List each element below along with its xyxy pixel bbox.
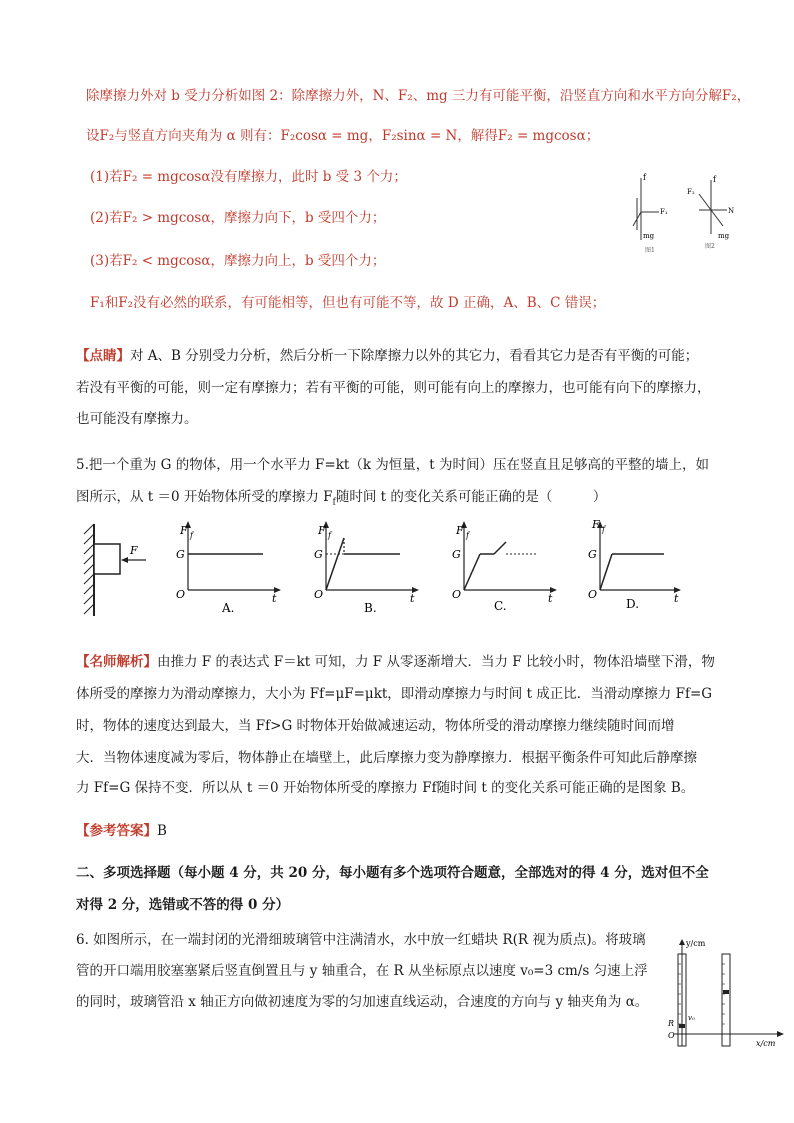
analysis-case-1: (1)若F₂ = mgcosα没有摩擦力，此时 b 受 3 个力； [90,169,407,185]
fig2-F2-label: F₂ [687,188,695,196]
analysis-conclusion: F₁和F₂没有必然的联系，有可能相等，但也有可能不等，故 D 正确，A、B、C 错误； [90,295,606,311]
graph-A-t: t [272,592,277,605]
fig1-f-label: f [643,173,646,182]
fig1-label: 图1 [645,247,655,254]
dianjing-tag: 【点睛】 [76,348,130,364]
graph-C-t: t [548,592,553,605]
fig1-F1-label: F₁ [660,208,668,216]
dianjing-text-1: 对 A、B 分别受力分析，然后分析一下除摩擦力以外的其它力，看看其它力是否有平衡的可能； [130,348,699,364]
section2-line-1: 二、多项选择题（每小题 4 分，共 20 分，每小题有多个选项符合题意，全部选对的得 4 分，选对但不全 [76,865,709,881]
graph-D-t: t [674,592,679,605]
graph-C-O: O [452,588,462,601]
wall-F-label: F [130,544,138,557]
option-C-label: C. [494,599,507,613]
mingshi-line-4: 大．当物体速度减为零后，物体静止在墙壁上，此后摩擦力变为静摩擦力．根据平衡条件可知此后静摩擦 [76,750,697,766]
q6-line-3: 的同时，玻璃管沿 x 轴正方向做初速度为零的匀加速直线运动，合速度的方向与 y 轴夹角为 α。 [76,994,649,1010]
fig-O-label: O [668,1031,675,1040]
graph-D-yaxis-sub: f [602,525,605,534]
graph-C-yaxis: F [456,524,464,537]
fig-y-label: y/cm [686,939,706,948]
graph-C-yaxis-sub: f [466,531,469,540]
option-D-label: D. [626,597,640,611]
graph-B-yaxis-sub: f [328,531,331,540]
graph-B-yaxis: F [318,524,326,537]
fig2-mg-label: mg [718,232,730,240]
q5-line-2 [76,487,606,513]
mingshi-line-5: 力 Ff=G 保持不变．所以从 t ＝0 开始物体所受的摩擦力 Ff随时间 t 的变化关系可能正确的是图象 B。 [76,780,695,796]
q5-l2-sub: f [332,497,336,508]
option-B-label: B. [364,601,377,615]
q5-l2-a: 图所示，从 t ＝0 开始物体所受的摩擦力 F [76,489,333,505]
fig-v0-label: v₀ [688,1014,695,1022]
mingshi-line-1 [76,652,715,672]
graph-A-O: O [176,588,186,601]
q6-line-1: 6. 如图所示，在一端封闭的光滑细玻璃管中注满清水，水中放一红蜡块 R(R 视为质点)。将玻璃 [76,932,646,948]
graph-A-G: G [176,548,185,561]
graph-A [176,521,281,615]
dianjing-line-2: 若没有平衡的可能，则一定有摩擦力；若有平衡的可能，则可能有向上的摩擦力，也可能有向下的摩擦力， [76,380,711,396]
graph-D-O: O [588,588,598,601]
analysis-line-1: 除摩擦力外对 b 受力分析如图 2：除摩擦力外，N、F₂、mg 三力有可能平衡，沿竖直方向和水平方向分解F₂， [86,88,751,104]
tube-figure [664,934,788,1054]
q5-line-1: 5.把一个重为 G 的物体，用一个水平力 F=kt（k 为恒量，t 为时间）压在竖直且足够高的平整的墙上，如 [76,457,710,473]
graph-B-G: G [314,548,323,561]
fig2-N-label: N [728,207,735,215]
force-diagram [615,168,755,258]
mingshi-line-2: 体所受的摩擦力为滑动摩擦力，大小为 Ff=μF=μkt，即滑动摩擦力与时间 t 成正比．当滑动摩擦力 Ff=G [76,686,713,702]
answer-line [76,821,167,841]
analysis-case-2: (2)若F₂ > mgcosα，摩擦力向下，b 受四个力； [90,210,386,226]
dianjing-line-1 [76,346,698,366]
wall-figure [80,520,160,620]
fig2-label: 图2 [705,243,715,250]
mingshi-text-1: 由推力 F 的表达式 F＝kt 可知，力 F 从零逐渐增大．当力 F 比较小时，物体沿墙壁下滑，物 [157,654,715,670]
answer-value: B [157,823,167,839]
fig-R-label: R [668,1019,675,1028]
graph-D-yaxis: F [592,518,600,531]
analysis-case-3: (3)若F₂ < mgcosα，摩擦力向上，b 受四个力； [90,253,386,269]
mingshi-tag: 【名师解析】 [76,654,157,670]
analysis-line-2: 设F₂与竖直方向夹角为 α 则有：F₂cosα = mg，F₂sinα = N，解得F₂ = mgcosα； [86,128,600,144]
option-A-label: A. [222,601,235,615]
graph-D-G: G [588,548,597,561]
graph-A-yaxis: F [180,524,188,537]
graph-B-t: t [410,592,415,605]
fig1-mg-label: mg [643,232,655,240]
graph-C [452,521,557,613]
graph-A-yaxis-sub: f [190,531,193,540]
answer-tag: 【参考答案】 [76,823,157,839]
graph-D [588,518,681,611]
q6-line-2: 管的开口端用胶塞塞紧后竖直倒置且与 y 轴重合，在 R 从坐标原点以速度 v₀=3 cm/s 匀速上浮 [76,963,648,979]
section2-line-2: 对得 2 分，选错或不答的得 0 分） [76,897,290,913]
dianjing-line-3: 也可能没有摩擦力。 [76,411,198,427]
q5-l2-b: 随时间 t 的变化关系可能正确的是（ ） [335,489,607,505]
graph-C-G: G [452,548,461,561]
mingshi-line-3: 时，物体的速度达到最大，当 Ff>G 时物体开始做减速运动，物体所受的滑动摩擦力继续随时间而增 [76,718,675,734]
fig-x-label: x/cm [756,1039,776,1048]
option-graphs [168,518,688,618]
graph-B-O: O [314,588,324,601]
graph-B [314,521,419,615]
fig2-f-label: f [713,175,716,184]
